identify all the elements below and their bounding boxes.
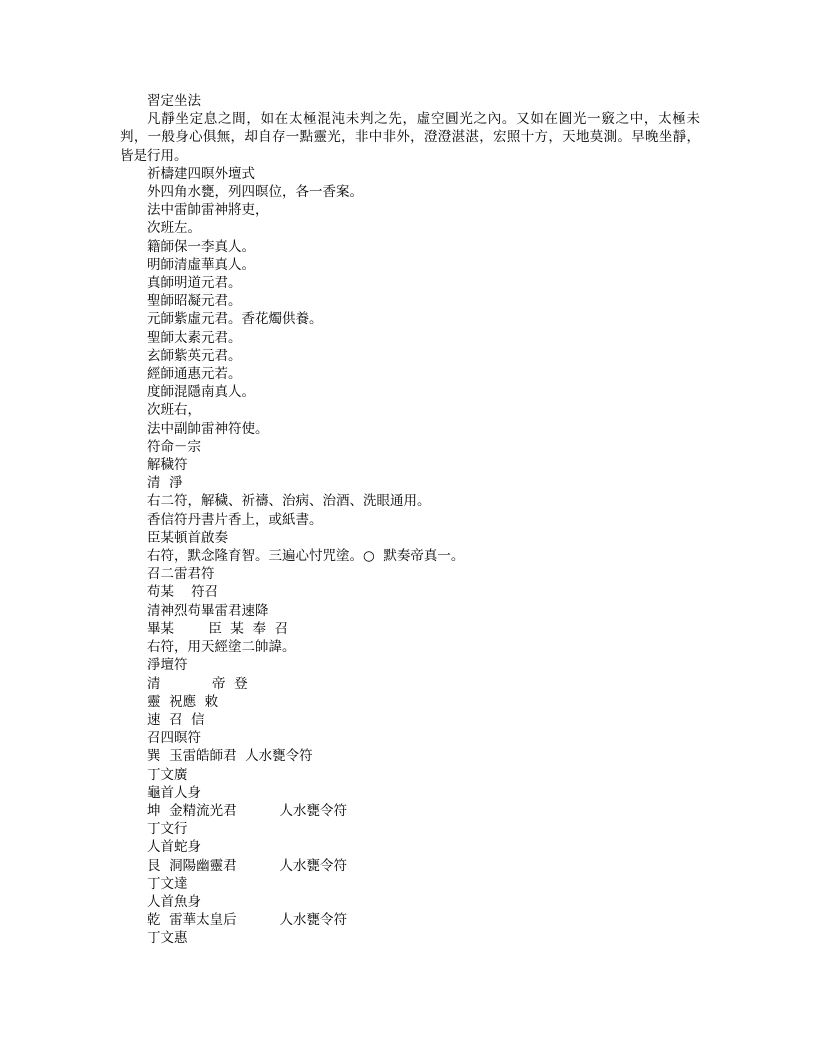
text-line: 靈 祝應 敕: [147, 693, 219, 710]
text-line: 臣某頓首啟奏: [147, 529, 228, 546]
text-line: 解穢符: [147, 457, 188, 474]
text-line: 右符，默念隆育智。三遍心忖咒塗。○ 默奏帝真一。: [147, 548, 465, 565]
text-line: 右符，用天經塗二帥諱。: [147, 639, 296, 656]
text-line: 聖師昭凝元君。: [147, 293, 242, 310]
text-line: 次班右，: [147, 402, 201, 419]
text-line: 龜首人身: [147, 784, 201, 801]
text-line: 丁文達: [147, 875, 188, 892]
text-line: 外四角水甕，列四暝位，各一香案。: [147, 184, 363, 201]
document-body: [120, 92, 700, 948]
text-line: 清 淨: [147, 475, 183, 492]
text-line: 清 帝 登: [147, 675, 248, 692]
text-line: 香信符丹書片香上，或紙書。: [147, 511, 323, 528]
text-line: 艮 洞陽幽靈君 人水甕令符: [147, 857, 347, 874]
text-line: 人首蛇身: [147, 839, 201, 856]
text-line: 清神烈苟畢雷君速降: [147, 602, 269, 619]
text-line: 巽 玉雷皓師君 人水甕令符: [147, 748, 313, 765]
text-line: 聖師太素元君。: [147, 329, 242, 346]
text-line: 苟某 符召: [147, 584, 219, 601]
paragraph: 凡靜坐定息之間，如在太極混沌未判之先，虛空圓光之內。又如在圓光一竅之中，太極未判，一般身心俱無，却自存一點靈光，非中非外，澄澄湛湛，宏照十方，天地莫測。早晚坐靜，皆是行用。: [120, 111, 700, 164]
text-line: 人首魚身: [147, 893, 201, 910]
text-line: 畢某 臣 某 奉 召: [147, 620, 289, 637]
text-line: 坤 金精流光君 人水甕令符: [147, 802, 347, 819]
text-line: 明師清虛華真人。: [147, 256, 255, 273]
section-heading: 習定坐法: [147, 93, 201, 109]
text-line: 丁文惠: [147, 930, 188, 947]
text-line: 玄師紫英元君。: [147, 347, 242, 364]
text-line: 乾 雷華太皇后 人水甕令符: [147, 912, 347, 929]
text-line: 右二符，解穢、祈禱、治病、治酒、洗眼通用。: [147, 493, 431, 510]
text-line: 丁文廣: [147, 766, 188, 783]
text-line: 元師紫虛元君。香花燭供養。: [147, 311, 323, 328]
section-heading: 祈檮建四暝外壇式: [147, 165, 255, 182]
text-line: 法中副帥雷神符使。: [147, 420, 269, 437]
text-line: 法中雷帥雷神將吏，: [147, 202, 269, 219]
text-line: 符命－宗: [147, 438, 201, 455]
text-line: 度師混隱南真人。: [147, 384, 255, 401]
text-line: 次班左。: [147, 220, 201, 237]
text-line: 真師明道元君。: [147, 275, 242, 292]
text-line: 召二雷君符: [147, 566, 215, 583]
text-line: 籍師保一李真人。: [147, 238, 255, 255]
text-line: 經師通惠元若。: [147, 366, 242, 383]
text-line: 召四暝符: [147, 730, 201, 747]
text-line: 淨壇符: [147, 657, 188, 674]
text-line: 丁文行: [147, 821, 188, 838]
text-line: 速 召 信: [147, 711, 205, 728]
